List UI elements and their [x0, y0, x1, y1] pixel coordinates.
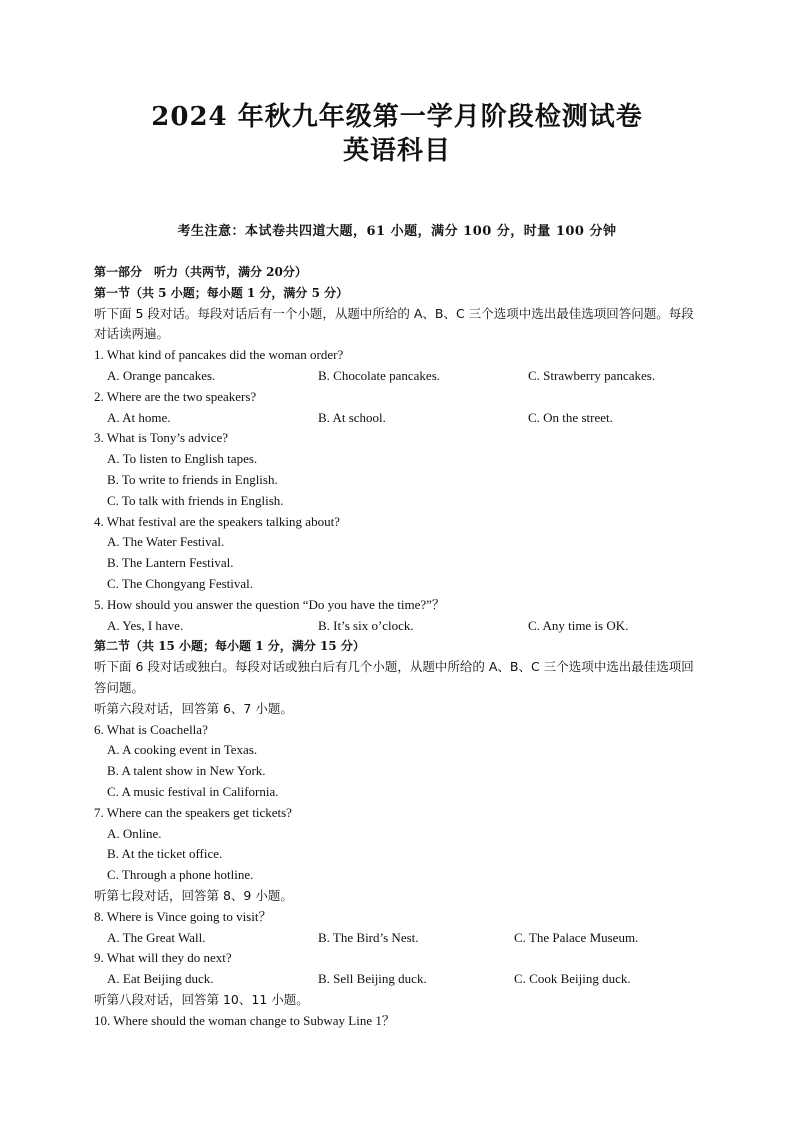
question-1: 1. What kind of pancakes did the woman order? — [94, 347, 344, 363]
question-2-options — [94, 408, 704, 429]
option-c: C. Strawberry pancakes. — [528, 367, 656, 383]
option-c: C. On the street. — [528, 409, 613, 425]
option-a: A. A cooking event in Texas. — [107, 742, 258, 758]
exam-notice: 考生注意：本试卷共四道大题，61 小题，满分 100 分，时量 100 分钟 — [177, 224, 617, 239]
question-5: 5. How should you answer the question “Do you have the time?”？ — [94, 596, 445, 612]
option-a: A. The Great Wall. — [107, 929, 206, 945]
option-a: A. To listen to English tapes. — [107, 451, 258, 467]
option-c: C. Cook Beijing duck. — [514, 971, 631, 987]
option-a: A. Online. — [107, 825, 162, 841]
option-b: B. The Lantern Festival. — [107, 555, 234, 571]
question-7: 7. Where can the speakers get tickets? — [94, 804, 292, 820]
option-b: B. Chocolate pancakes. — [318, 367, 441, 383]
option-b: B. At the ticket office. — [107, 846, 223, 862]
option-c: C. Any time is OK. — [528, 617, 629, 633]
dialog-8-intro: 听第八段对话，回答第 10、11 小题。 — [94, 991, 309, 1007]
option-c: C. The Chongyang Festival. — [107, 575, 254, 591]
option-b: B. The Bird’s Nest. — [318, 929, 419, 945]
option-c: C. A music festival in California. — [107, 783, 279, 799]
section2-instruction: 听下面 6 段对话或独白。每段对话或独白后有几个小题，从题中所给的 A、B、C 三个选项中选出最佳选项回答问题。 — [94, 659, 694, 695]
question-4: 4. What festival are the speakers talking about? — [94, 513, 340, 529]
option-a: A. Orange pancakes. — [107, 367, 216, 383]
part1-heading: 第一部分 听力（共两节，满分 20分） — [94, 265, 307, 279]
option-c: C. Through a phone hotline. — [107, 867, 254, 883]
question-5-options — [94, 616, 704, 637]
option-c: C. To talk with friends in English. — [107, 492, 284, 508]
option-a: A. Eat Beijing duck. — [107, 971, 214, 987]
option-b: B. To write to friends in English. — [107, 471, 278, 487]
question-8-options — [94, 928, 704, 949]
section1-heading: 第一节（共 5 小题；每小题 1 分，满分 5 分） — [94, 285, 349, 300]
option-a: A. The Water Festival. — [107, 534, 225, 550]
question-6: 6. What is Coachella? — [94, 721, 208, 737]
option-a: A. At home. — [107, 409, 171, 425]
question-10: 10. Where should the woman change to Subway Line 1？ — [94, 1012, 395, 1028]
option-a: A. Yes, I have. — [107, 617, 184, 633]
section1-instruction: 听下面 5 段对话。每段对话后有一个小题，从题中所给的 A、B、C 三个选项中选出最佳选项回答问题。每段对话读两遍。 — [94, 305, 694, 342]
option-b: B. At school. — [318, 409, 386, 425]
question-9: 9. What will they do next? — [94, 950, 232, 966]
question-1-options — [94, 366, 704, 387]
option-b: B. It’s six o’clock. — [318, 617, 414, 633]
question-2: 2. Where are the two speakers? — [94, 388, 257, 404]
question-9-options — [94, 969, 704, 990]
option-b: B. Sell Beijing duck. — [318, 971, 427, 987]
question-3: 3. What is Tony’s advice? — [94, 430, 228, 446]
exam-content — [94, 262, 704, 1031]
dialog-7-intro: 听第七段对话，回答第 8、9 小题。 — [94, 887, 293, 903]
option-c: C. The Palace Museum. — [514, 929, 639, 945]
question-8: 8. Where is Vince going to visit？ — [94, 908, 272, 924]
section2-heading: 第二节（共 15 小题；每小题 1 分，满分 15 分） — [94, 639, 365, 654]
exam-subject: 英语科目 — [342, 136, 451, 166]
dialog-6-intro: 听第六段对话，回答第 6、7 小题。 — [94, 700, 293, 716]
option-b: B. A talent show in New York. — [107, 763, 266, 779]
exam-title: 2024 年秋九年级第一学月阶段检测试卷 — [151, 102, 643, 132]
